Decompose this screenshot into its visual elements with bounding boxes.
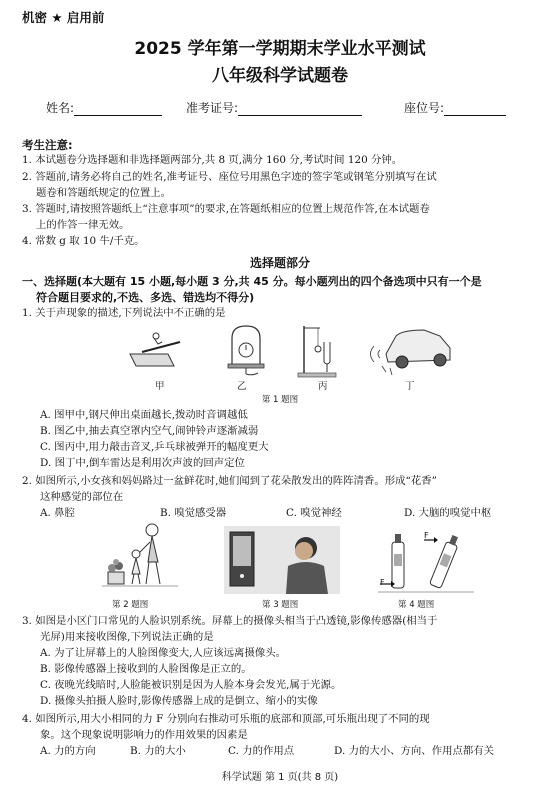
name-blank	[74, 103, 162, 116]
q3-option: C. 夜晚光线暗时,人脸能被识别是因为人脸本身会发光,属于光源。	[40, 679, 342, 691]
vacuum-bell-figure	[226, 322, 266, 376]
force-label-top: F	[424, 531, 429, 540]
part1-line2: 符合题目要求的,不选、多选、错选均不得分)	[36, 291, 255, 304]
name-label: 姓名:	[46, 101, 75, 115]
exam-subtitle: 八年级科学试题卷	[212, 66, 348, 86]
q1-option: C. 图丙中,用力敲击音叉,乒乓球被弹开的幅度更大	[40, 441, 269, 453]
name-field	[46, 99, 162, 116]
q2-option: C. 嗅觉神经	[286, 507, 342, 519]
notice-item: 4. 常数 g 取 10 牛/千克。	[22, 235, 145, 247]
q3-option: B. 影像传感器上接收到的人脸图像是正立的。	[40, 663, 252, 675]
q3-stem: 光屏)用来接收图像,下列说法正确的是	[40, 631, 214, 643]
face-recognition-photo	[224, 526, 340, 594]
exam-no-label: 准考证号:	[186, 101, 239, 115]
ruler-figure	[128, 326, 186, 374]
q1-option: B. 图乙中,抽去真空罩内空气,闹钟铃声逐渐减弱	[40, 425, 259, 437]
q3-option: D. 摄像头拍摄人脸时,影像传感器上成的是倒立、缩小的实像	[40, 695, 318, 707]
q1-caption: 第 1 题图	[261, 395, 299, 405]
notice-item: 题卷和答题纸规定的位置上。	[36, 187, 172, 199]
notice-item: 上的作答一律无效。	[36, 219, 130, 231]
q2-stem: 这种感觉的部位在	[40, 491, 124, 503]
seat-label: 座位号:	[404, 101, 445, 115]
q1-option: A. 图甲中,钢尺伸出桌面越长,拨动时音调越低	[40, 409, 248, 421]
tuning-fork-figure	[296, 322, 338, 380]
q4-option: A. 力的方向	[40, 745, 96, 757]
q3-option: A. 为了让屏幕上的人脸图像变大,人应该远离摄像头。	[40, 647, 287, 659]
seat-blank	[444, 103, 506, 116]
q4-caption: 第 4 题图	[398, 600, 435, 610]
q1-label-jia: 甲	[155, 381, 165, 392]
q3-stem: 3. 如图是小区门口常见的人脸识别系统。屏幕上的摄像头相当于凸透镜,影像传感器(相当于	[22, 615, 438, 627]
q1-label-bing: 丙	[318, 381, 328, 392]
q1-option: D. 图丁中,倒车雷达是利用次声波的回声定位	[40, 457, 245, 469]
q1-label-yi: 乙	[237, 381, 247, 392]
q2-caption: 第 2 题图	[112, 600, 149, 610]
seat-field	[404, 99, 506, 116]
q4-option: D. 力的大小、方向、作用点都有关	[334, 745, 495, 757]
notice-heading: 考生注意:	[22, 138, 73, 152]
q4-option: B. 力的大小	[130, 745, 186, 757]
q2-option: D. 大脑的嗅觉中枢	[404, 507, 492, 519]
q1-label-ding: 丁	[405, 381, 415, 392]
page-footer: 科学试题 第 1 页(共 8 页)	[221, 772, 339, 783]
confidential-mark: 机密 ★ 启用前	[22, 10, 105, 25]
q1-stem: 1. 关于声现象的描述,下列说法中不正确的是	[22, 307, 226, 319]
q3-caption: 第 3 题图	[262, 600, 299, 610]
q4-stem: 象。这个现象说明影响力的作用效果的因素是	[40, 729, 248, 741]
exam-title: 2025 学年第一学期期末学业水平测试	[134, 39, 426, 59]
force-label-bottom: F	[380, 578, 385, 587]
exam-no-blank	[238, 103, 362, 116]
q2-option: B. 嗅觉感受器	[160, 507, 227, 519]
notice-item: 2. 答题前,请务必将自己的姓名,准考证号、座位号用黑色字迹的签字笔或钢笔分别填写在试	[22, 171, 437, 183]
section-title: 选择题部分	[249, 256, 310, 270]
q2-stem: 2. 如图所示,小女孩和妈妈路过一盆鲜花时,她们闻到了花朵散发出的阵阵清香。形成“花香”	[22, 475, 437, 487]
q2-option: A. 鼻腔	[40, 507, 75, 519]
notice-item: 1. 本试题卷分选择题和非选择题两部分,共 8 页,满分 160 分,考试时间 120 分钟。	[22, 154, 403, 166]
notice-item: 3. 答题时,请按照答题纸上“注意事项”的要求,在答题纸相应的位置上规范作答,在本试题卷	[22, 203, 430, 215]
car-radar-figure	[366, 322, 456, 378]
q4-option: C. 力的作用点	[228, 745, 295, 757]
q4-stem: 4. 如图所示,用大小相同的力 F 分别向右推动可乐瓶的底部和顶部,可乐瓶出现了不同的现	[22, 713, 430, 725]
mother-girl-flower-figure	[100, 522, 182, 596]
part1-line1: 一、选择题(本大题有 15 小题,每小题 3 分,共 45 分。每小题列出的四个备选项中只有一个是	[22, 275, 482, 288]
exam-no-field	[186, 99, 362, 116]
